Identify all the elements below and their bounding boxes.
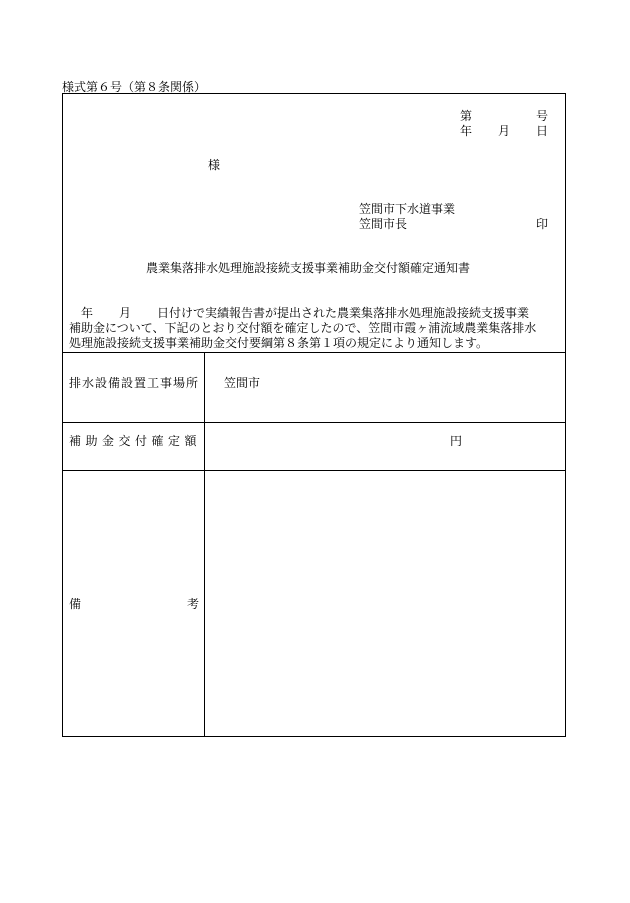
body-month: 月 bbox=[119, 306, 132, 320]
table-row-divider-1 bbox=[63, 422, 565, 423]
table-column-divider bbox=[204, 352, 205, 737]
form-frame bbox=[62, 93, 566, 737]
date-year: 年 bbox=[460, 124, 473, 138]
row3-label-right: 考 bbox=[187, 597, 200, 611]
number-suffix: 号 bbox=[536, 109, 549, 123]
row1-value: 笠間市 bbox=[224, 376, 261, 390]
issuer-title: 笠間市長 bbox=[359, 217, 408, 231]
date-month: 月 bbox=[498, 124, 511, 138]
body-line-1-text: 日付けで実績報告書が提出された農業集落排水処理施設接続支援事業 bbox=[157, 306, 530, 320]
table-row-divider-2 bbox=[63, 470, 565, 471]
date-day: 日 bbox=[536, 124, 549, 138]
row1-label: 排水設備設置工事場所 bbox=[69, 376, 200, 390]
body-line-3: 処理施設接続支援事業補助金交付要綱第８条第１項の規定により通知します。 bbox=[69, 336, 489, 350]
addressee-honorific: 様 bbox=[208, 158, 221, 172]
table-top-border bbox=[63, 352, 565, 353]
seal-mark: 印 bbox=[536, 217, 549, 231]
body-year: 年 bbox=[81, 306, 94, 320]
row3-label-left: 備 bbox=[69, 597, 82, 611]
row2-label: 補助金交付確定額 bbox=[69, 434, 202, 448]
issuer-org: 笠間市下水道事業 bbox=[359, 202, 456, 216]
document-title: 農業集落排水処理施設接続支援事業補助金交付額確定通知書 bbox=[146, 261, 471, 275]
form-number-label: 様式第６号（第８条関係） bbox=[62, 80, 207, 94]
body-line-2: 補助金について、下記のとおり交付額を確定したので、笠間市霞ヶ浦流域農業集落排水 bbox=[69, 321, 537, 335]
row2-unit: 円 bbox=[450, 434, 463, 448]
number-prefix: 第 bbox=[460, 109, 473, 123]
